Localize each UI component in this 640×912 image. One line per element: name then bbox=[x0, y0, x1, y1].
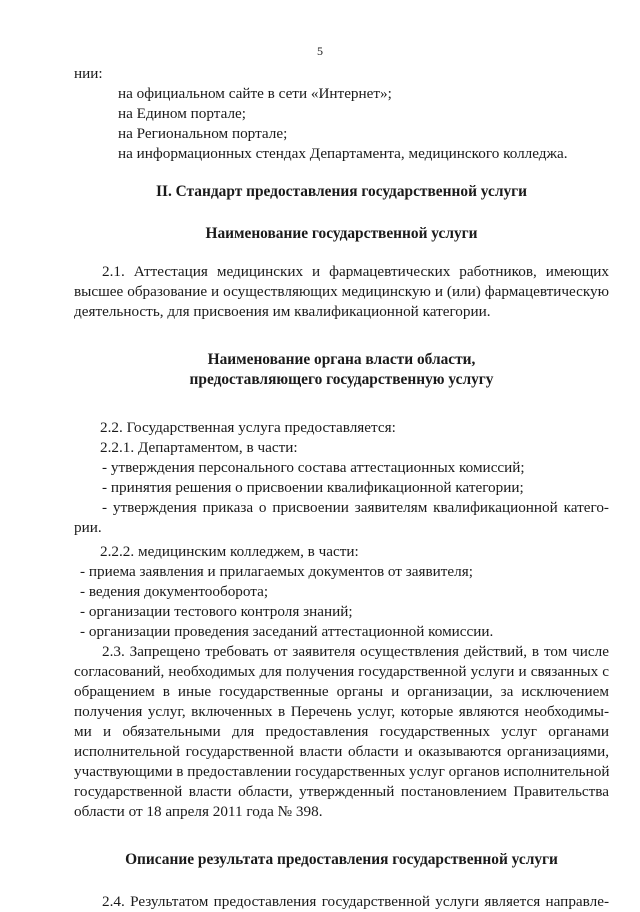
department-item: рии. bbox=[74, 519, 102, 536]
department-item: - утверждения персонального состава аттестационных комиссий; bbox=[102, 459, 525, 476]
intro-item: на официальном сайте в сети «Интернет»; bbox=[118, 85, 392, 102]
subheading-service-name: Наименование государственной услуги bbox=[205, 225, 478, 242]
paragraph-2-3-line: согласований, необходимых для получения государственной услуги и связанных с bbox=[74, 663, 609, 680]
intro-item: на Региональном портале; bbox=[118, 125, 288, 142]
college-item: - приема заявления и прилагаемых документов от заявителя; bbox=[80, 563, 473, 580]
paragraph-2-1-line: 2.1. Аттестация медицинских и фармацевтических работников, имеющих bbox=[102, 263, 609, 280]
department-item: - утверждения приказа о присвоении заявителям квалификационной катего- bbox=[102, 499, 609, 516]
subheading-authority: Наименование органа власти области, bbox=[207, 351, 476, 368]
intro-item: на Едином портале; bbox=[118, 105, 246, 122]
paragraph-2-3-line: исполнительной государственной власти области и оказываются организациями, bbox=[74, 743, 609, 760]
section-title: II. Стандарт предоставления государственной услуги bbox=[155, 183, 528, 200]
paragraph-2-1-line: деятельность, для присвоения им квалификационной категории. bbox=[74, 303, 491, 320]
paragraph-2-2-1: 2.2.1. Департаментом, в части: bbox=[100, 439, 298, 456]
subheading-authority: предоставляющего государственную услугу bbox=[189, 371, 494, 388]
page-number: 5 bbox=[317, 44, 323, 58]
intro-item: на информационных стендах Департамента, медицинского колледжа. bbox=[118, 145, 568, 162]
subheading-result: Описание результата предоставления государственной услуги bbox=[125, 851, 558, 868]
paragraph-2-4: 2.4. Результатом предоставления государственной услуги является направле- bbox=[102, 893, 609, 910]
department-item: - принятия решения о присвоении квалификационной категории; bbox=[102, 479, 524, 496]
paragraph-2-3-line: обращением в иные государственные органы и организации, за исключением bbox=[74, 683, 609, 700]
paragraph-2-2: 2.2. Государственная услуга предоставляется: bbox=[100, 419, 396, 436]
college-item: - ведения документооборота; bbox=[80, 583, 269, 600]
paragraph-2-3-line: государственной власти области, утвержденный постановлением Правительства bbox=[74, 783, 609, 800]
paragraph-2-2-2: 2.2.2. медицинским колледжем, в части: bbox=[100, 543, 359, 560]
paragraph-2-3-line: области от 18 апреля 2011 года № 398. bbox=[74, 803, 323, 820]
college-item: - организации проведения заседаний аттестационной комиссии. bbox=[80, 623, 494, 640]
paragraph-2-3-line: ми и обязательными для предоставления государственных услуг органами bbox=[74, 723, 609, 740]
intro-continuation: нии: bbox=[74, 65, 103, 82]
document-body bbox=[74, 64, 609, 912]
college-item: - организации тестового контроля знаний; bbox=[80, 603, 353, 620]
paragraph-2-3-line: участвующими в предоставлении государственных услуг органов исполнительной bbox=[74, 763, 610, 780]
paragraph-2-1-line: высшее образование и осуществляющих медицинскую и (или) фармацевтическую bbox=[74, 283, 609, 300]
paragraph-2-3-line: получения услуг, включенных в Перечень услуг, которые являются необходимы- bbox=[74, 703, 609, 720]
paragraph-2-3-line: 2.3. Запрещено требовать от заявителя осуществления действий, в том числе bbox=[102, 643, 609, 660]
